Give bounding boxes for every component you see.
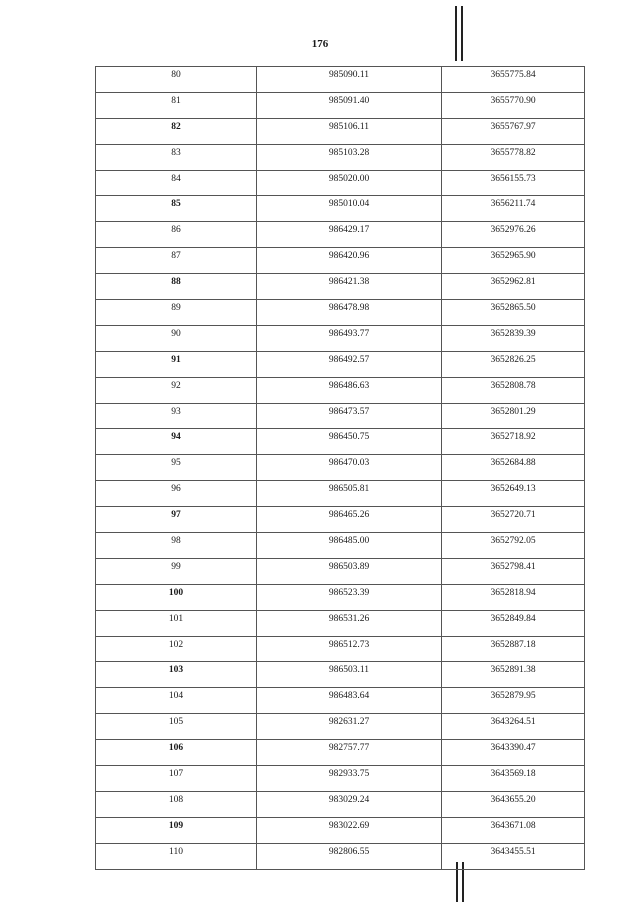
x-coordinate-cell: 986450.75 <box>257 429 442 455</box>
table-row <box>96 636 585 662</box>
x-coordinate-cell: 986465.26 <box>257 507 442 533</box>
table-row <box>96 766 585 792</box>
y-coordinate-cell: 3656211.74 <box>442 196 585 222</box>
x-coordinate-cell: 986523.39 <box>257 584 442 610</box>
table-row <box>96 791 585 817</box>
table-row <box>96 507 585 533</box>
table-row <box>96 817 585 843</box>
y-coordinate-cell: 3655767.97 <box>442 118 585 144</box>
table-row <box>96 843 585 869</box>
y-coordinate-cell: 3652887.18 <box>442 636 585 662</box>
table-row <box>96 170 585 196</box>
y-coordinate-cell: 3643390.47 <box>442 740 585 766</box>
scan-mark-top-left <box>455 6 457 61</box>
table-row <box>96 455 585 481</box>
point-number-cell: 83 <box>96 144 257 170</box>
x-coordinate-cell: 986483.64 <box>257 688 442 714</box>
table-row <box>96 740 585 766</box>
x-coordinate-cell: 986503.11 <box>257 662 442 688</box>
table-row <box>96 584 585 610</box>
y-coordinate-cell: 3652976.26 <box>442 222 585 248</box>
y-coordinate-cell: 3652792.05 <box>442 533 585 559</box>
x-coordinate-cell: 986493.77 <box>257 325 442 351</box>
table-row <box>96 196 585 222</box>
table-row <box>96 688 585 714</box>
table-row <box>96 274 585 300</box>
point-number-cell: 93 <box>96 403 257 429</box>
table-row <box>96 118 585 144</box>
point-number-cell: 90 <box>96 325 257 351</box>
point-number-cell: 95 <box>96 455 257 481</box>
table-row <box>96 67 585 93</box>
y-coordinate-cell: 3652718.92 <box>442 429 585 455</box>
point-number-cell: 87 <box>96 248 257 274</box>
x-coordinate-cell: 985103.28 <box>257 144 442 170</box>
x-coordinate-cell: 985106.11 <box>257 118 442 144</box>
point-number-cell: 100 <box>96 584 257 610</box>
y-coordinate-cell: 3652818.94 <box>442 584 585 610</box>
table-row <box>96 429 585 455</box>
x-coordinate-cell: 986486.63 <box>257 377 442 403</box>
table-row <box>96 403 585 429</box>
y-coordinate-cell: 3652801.29 <box>442 403 585 429</box>
x-coordinate-cell: 982933.75 <box>257 766 442 792</box>
y-coordinate-cell: 3652684.88 <box>442 455 585 481</box>
table-row <box>96 533 585 559</box>
point-number-cell: 85 <box>96 196 257 222</box>
y-coordinate-cell: 3652965.90 <box>442 248 585 274</box>
table-row <box>96 714 585 740</box>
y-coordinate-cell: 3652808.78 <box>442 377 585 403</box>
x-coordinate-cell: 986531.26 <box>257 610 442 636</box>
x-coordinate-cell: 986473.57 <box>257 403 442 429</box>
y-coordinate-cell: 3652849.84 <box>442 610 585 636</box>
point-number-cell: 99 <box>96 558 257 584</box>
point-number-cell: 81 <box>96 92 257 118</box>
coordinates-table <box>95 66 585 870</box>
y-coordinate-cell: 3652891.38 <box>442 662 585 688</box>
coordinates-table-body <box>96 67 585 870</box>
point-number-cell: 108 <box>96 791 257 817</box>
x-coordinate-cell: 985020.00 <box>257 170 442 196</box>
table-row <box>96 144 585 170</box>
x-coordinate-cell: 986492.57 <box>257 351 442 377</box>
point-number-cell: 110 <box>96 843 257 869</box>
x-coordinate-cell: 986503.89 <box>257 558 442 584</box>
y-coordinate-cell: 3643264.51 <box>442 714 585 740</box>
y-coordinate-cell: 3643455.51 <box>442 843 585 869</box>
scan-mark-top-right <box>461 6 463 61</box>
table-row <box>96 325 585 351</box>
x-coordinate-cell: 986485.00 <box>257 533 442 559</box>
point-number-cell: 102 <box>96 636 257 662</box>
x-coordinate-cell: 985090.11 <box>257 67 442 93</box>
point-number-cell: 91 <box>96 351 257 377</box>
table-row <box>96 222 585 248</box>
point-number-cell: 80 <box>96 67 257 93</box>
point-number-cell: 101 <box>96 610 257 636</box>
table-row <box>96 481 585 507</box>
x-coordinate-cell: 983029.24 <box>257 791 442 817</box>
point-number-cell: 84 <box>96 170 257 196</box>
point-number-cell: 88 <box>96 274 257 300</box>
point-number-cell: 98 <box>96 533 257 559</box>
x-coordinate-cell: 986420.96 <box>257 248 442 274</box>
table-row <box>96 248 585 274</box>
point-number-cell: 104 <box>96 688 257 714</box>
table-row <box>96 300 585 326</box>
point-number-cell: 86 <box>96 222 257 248</box>
x-coordinate-cell: 986512.73 <box>257 636 442 662</box>
point-number-cell: 109 <box>96 817 257 843</box>
x-coordinate-cell: 986421.38 <box>257 274 442 300</box>
y-coordinate-cell: 3652720.71 <box>442 507 585 533</box>
point-number-cell: 94 <box>96 429 257 455</box>
y-coordinate-cell: 3656155.73 <box>442 170 585 196</box>
x-coordinate-cell: 986470.03 <box>257 455 442 481</box>
y-coordinate-cell: 3652865.50 <box>442 300 585 326</box>
y-coordinate-cell: 3652879.95 <box>442 688 585 714</box>
point-number-cell: 92 <box>96 377 257 403</box>
y-coordinate-cell: 3652826.25 <box>442 351 585 377</box>
page-number: 176 <box>311 38 329 50</box>
x-coordinate-cell: 983022.69 <box>257 817 442 843</box>
point-number-cell: 105 <box>96 714 257 740</box>
y-coordinate-cell: 3652962.81 <box>442 274 585 300</box>
table-row <box>96 351 585 377</box>
table-row <box>96 610 585 636</box>
table-row <box>96 377 585 403</box>
y-coordinate-cell: 3643671.08 <box>442 817 585 843</box>
y-coordinate-cell: 3655775.84 <box>442 67 585 93</box>
x-coordinate-cell: 986505.81 <box>257 481 442 507</box>
x-coordinate-cell: 982631.27 <box>257 714 442 740</box>
y-coordinate-cell: 3652839.39 <box>442 325 585 351</box>
point-number-cell: 97 <box>96 507 257 533</box>
x-coordinate-cell: 982806.55 <box>257 843 442 869</box>
y-coordinate-cell: 3652798.41 <box>442 558 585 584</box>
y-coordinate-cell: 3643569.18 <box>442 766 585 792</box>
table-row <box>96 662 585 688</box>
point-number-cell: 103 <box>96 662 257 688</box>
table-row <box>96 558 585 584</box>
point-number-cell: 82 <box>96 118 257 144</box>
x-coordinate-cell: 985091.40 <box>257 92 442 118</box>
y-coordinate-cell: 3655778.82 <box>442 144 585 170</box>
point-number-cell: 106 <box>96 740 257 766</box>
y-coordinate-cell: 3655770.90 <box>442 92 585 118</box>
point-number-cell: 89 <box>96 300 257 326</box>
x-coordinate-cell: 986478.98 <box>257 300 442 326</box>
x-coordinate-cell: 985010.04 <box>257 196 442 222</box>
y-coordinate-cell: 3652649.13 <box>442 481 585 507</box>
table-row <box>96 92 585 118</box>
y-coordinate-cell: 3643655.20 <box>442 791 585 817</box>
x-coordinate-cell: 986429.17 <box>257 222 442 248</box>
x-coordinate-cell: 982757.77 <box>257 740 442 766</box>
point-number-cell: 96 <box>96 481 257 507</box>
point-number-cell: 107 <box>96 766 257 792</box>
